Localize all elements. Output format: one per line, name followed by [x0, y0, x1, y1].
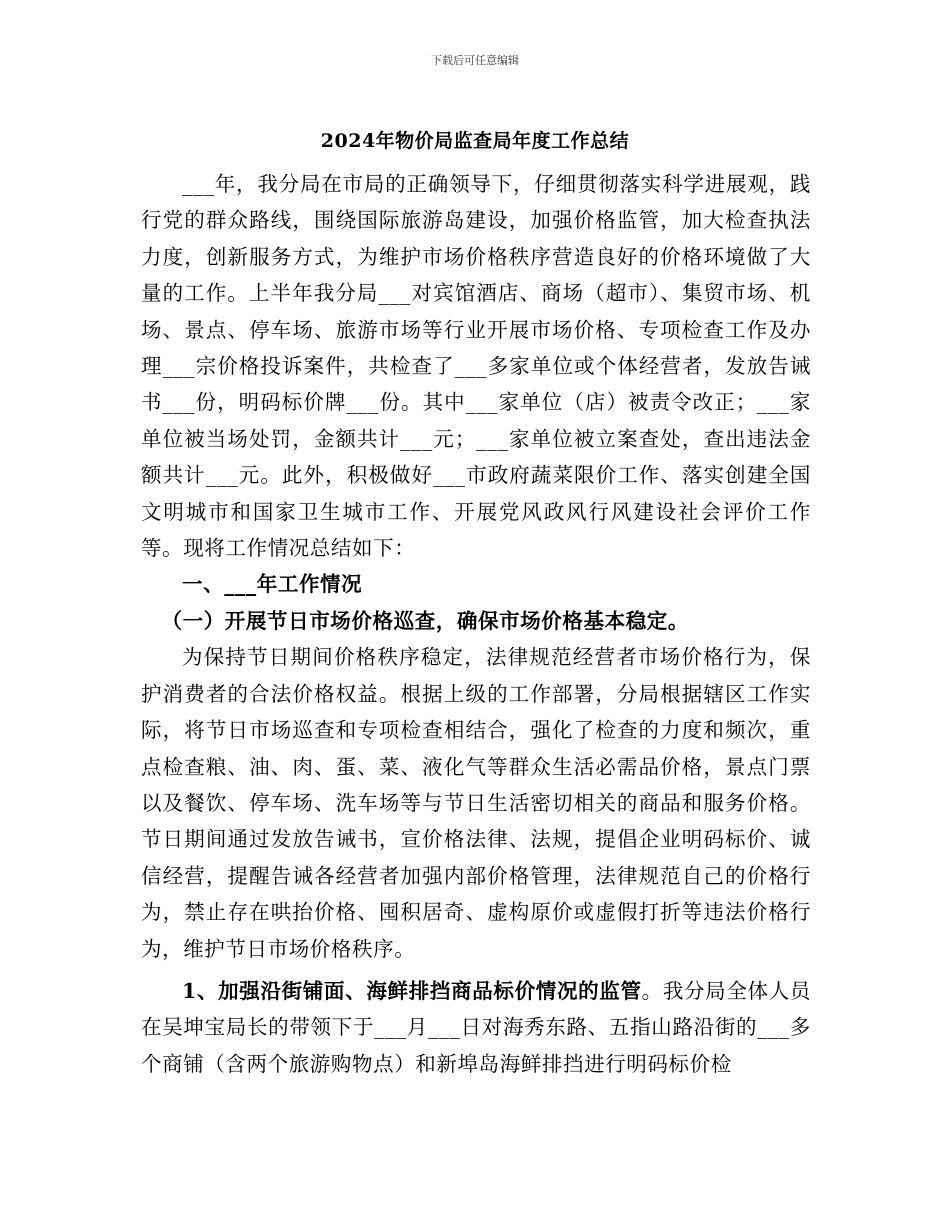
paragraph: 为保持节日期间价格秩序稳定，法律规范经营者市场价格行为，保护消费者的合法价格权益。根据上级的工作部署，分局根据辖区工作实际，将节日市场巡查和专项检查相结合，强化了检查的力度和频次，重点检查粮、油、肉、蛋、菜、液化气等群众生活必需品价格，景点门票以及餐饮、停车场、洗车场等与节日生活密切相关的商品和服务价格。节日期间通过发放告诫书，宣价格法律、法规，提倡企业明码标价、诚信经营，提醒告诫各经营者加强内部价格管理，法律规范自己的价格行为，禁止存在哄抬价格、囤积居奇、虚构原价或虚假打折等违法价格行为，维护节日市场价格秩序。	[141, 645, 811, 961]
section-heading: 一、___年工作情况	[182, 572, 363, 597]
item-paragraph	[141, 973, 811, 1082]
item-text: 。我分局全体人员在吴坤宝局长的带领下于___月___日对海秀东路、五指山路沿街的___多个商铺（含两个旅游购物点）和新埠岛海鲜排挡进行明码标价检	[141, 978, 811, 1076]
intro-paragraph: ___年，我分局在市局的正确领导下，仔细贯彻落实科学进展观，践行党的群众路线，围绕国际旅游岛建设，加强价格监管，加大检查执法力度，创新服务方式，为维护市场价格秩序营造良好的价格环境做了大量的工作。上半年我分局___对宾馆酒店、商场（超市）、集贸市场、机场、景点、停车场、旅游市场等行业开展市场价格、专项检查工作及办理___宗价格投诉案件，共检查了___多家单位或个体经营者，发放告诫书___份，明码标价牌___份。其中___家单位（店）被责令改正；___家单位被当场处罚，金额共计___元；___家单位被立案查处，查出违法金额共计___元。此外，积极做好___市政府蔬菜限价工作、落实创建全国文明城市和国家卫生城市工作、开展党风政风行风建设社会评价工作等。现将工作情况总结如下：	[141, 172, 811, 561]
page-header: 下载后可任意编辑	[431, 54, 519, 67]
document-body	[141, 166, 811, 1082]
subsection-heading: （一）开展节日市场价格巡查，确保市场价格基本稳定。	[161, 608, 689, 633]
document-title: 2024年物价局监查局年度工作总结	[320, 130, 630, 152]
item-lead: 1、加强沿街铺面、海鲜排挡商品标价情况的监管	[182, 978, 642, 1003]
